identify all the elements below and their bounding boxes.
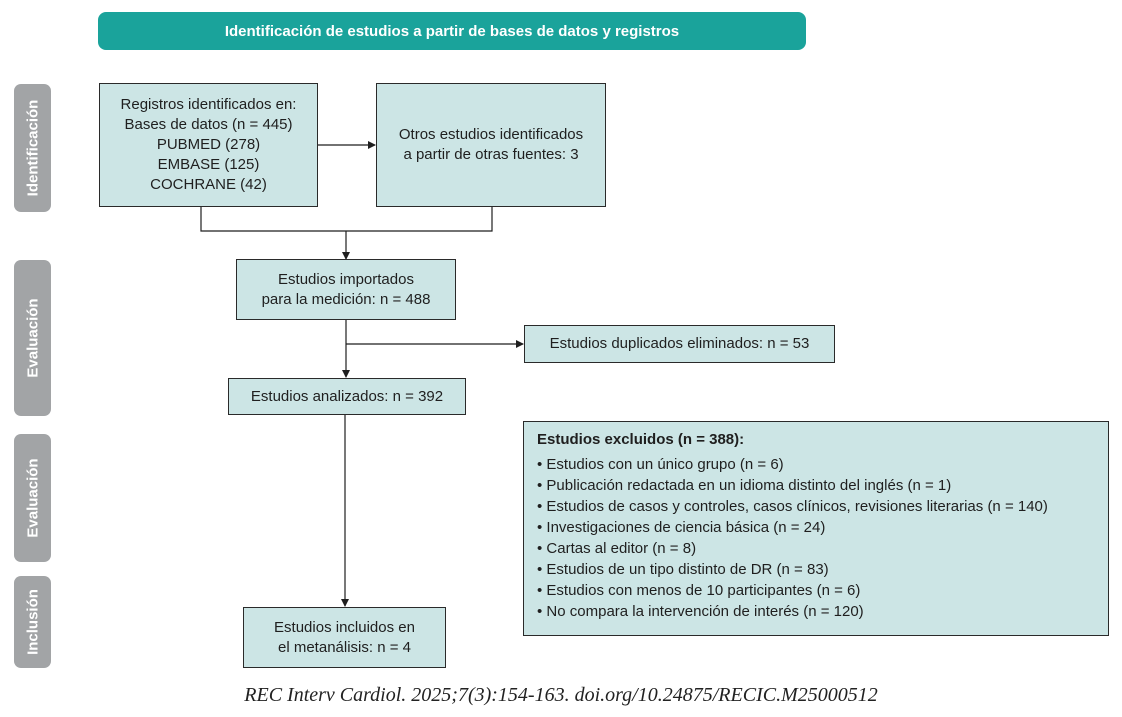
otros-estudios-box — [376, 83, 606, 207]
merge-connector — [201, 207, 492, 231]
duplicados-box — [524, 325, 835, 363]
registros-line: PUBMED (278) — [156, 136, 261, 153]
importados-line: Estudios importados — [278, 270, 414, 288]
analizados-box — [228, 378, 466, 415]
citation: REC Interv Cardiol. 2025;7(3):154-163. doi.org/10.24875/RECIC.M25000512 — [244, 684, 878, 706]
phase-label: Inclusión — [24, 589, 41, 655]
incluidos-box — [243, 607, 446, 668]
registros-box — [99, 83, 318, 207]
flowchart-header: Identificación de estudios a partir de bases de datos y registros — [98, 12, 806, 50]
excluidos-item: • Publicación redactada en un idioma distinto del inglés (n = 1) — [537, 477, 952, 494]
duplicados-text: Estudios duplicados eliminados: n = 53 — [549, 335, 810, 352]
excluidos-box — [523, 421, 1109, 636]
excluidos-item: • Estudios con un único grupo (n = 6) — [537, 456, 784, 473]
registros-line: COCHRANE (42) — [150, 176, 267, 193]
incluidos-line: el metanálisis: n = 4 — [278, 638, 411, 656]
importados-box — [236, 259, 456, 320]
registros-line: Bases de datos (n = 445) — [124, 116, 293, 133]
excluidos-item: • Estudios con menos de 10 participantes (n = 6) — [537, 582, 861, 599]
otros-line: Otros estudios identificados — [398, 126, 584, 143]
excluidos-item: • Cartas al editor (n = 8) — [537, 540, 697, 557]
importados-line: para la medición: n = 488 — [261, 290, 431, 308]
excluidos-title: Estudios excluidos (n = 388): — [537, 431, 745, 448]
otros-line: a partir de otras fuentes: 3 — [403, 146, 579, 163]
registros-line: Registros identificados en: — [120, 96, 297, 113]
phase-label: Identificación — [24, 99, 41, 197]
registros-line: EMBASE (125) — [157, 156, 260, 173]
excluidos-item: • Estudios de casos y controles, casos clínicos, revisiones literarias (n = 140) — [537, 498, 1048, 515]
phase-label: Evaluación — [24, 298, 41, 378]
excluidos-item: • No compara la intervención de interés (n = 120) — [537, 603, 864, 620]
analizados-text: Estudios analizados: n = 392 — [250, 387, 444, 405]
excluidos-item: • Investigaciones de ciencia básica (n = 24) — [537, 519, 826, 536]
incluidos-line: Estudios incluidos en — [274, 618, 415, 636]
phase-label: Evaluación — [24, 458, 41, 538]
excluidos-item: • Estudios de un tipo distinto de DR (n = 83) — [537, 561, 829, 578]
